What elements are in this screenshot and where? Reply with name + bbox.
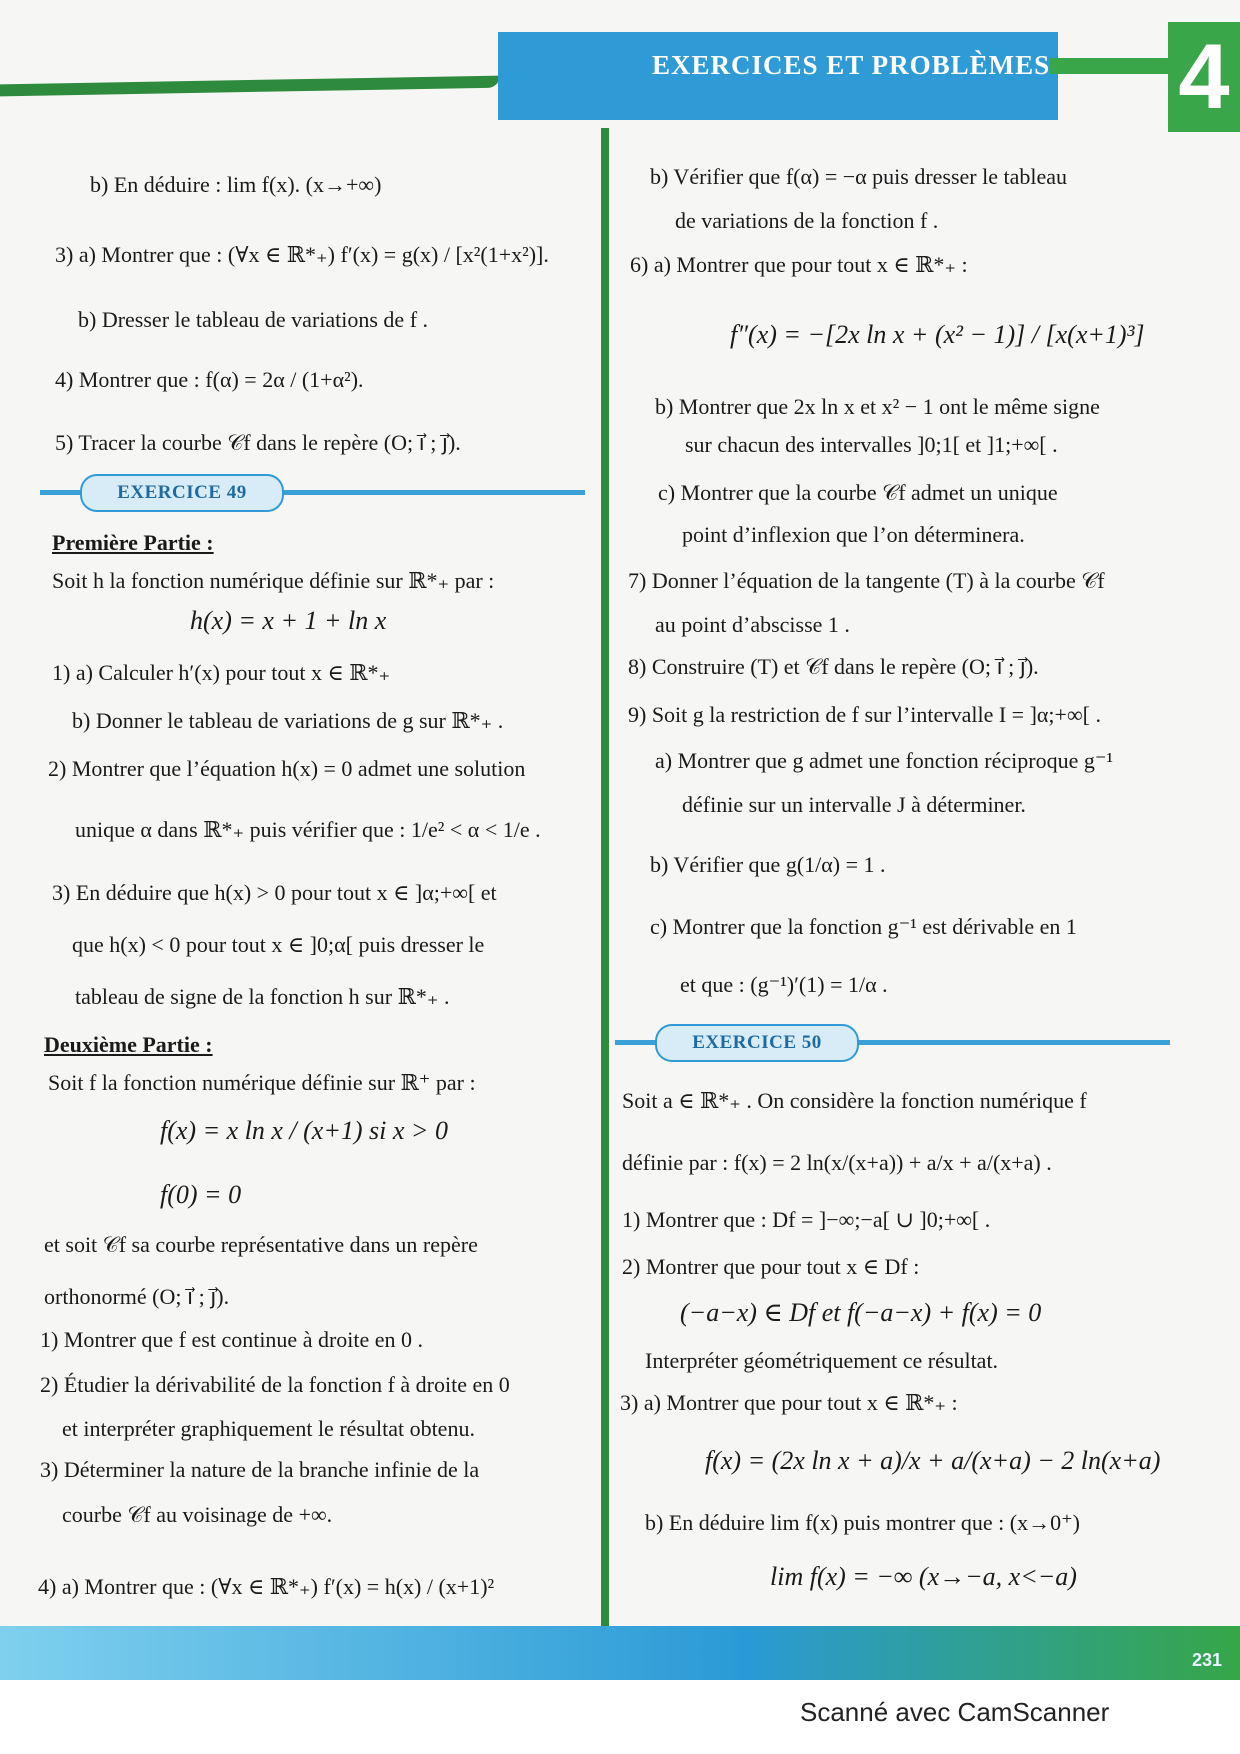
column-separator	[601, 128, 609, 1628]
right-line-16: et que : (g⁻¹)′(1) = 1/α .	[680, 972, 888, 997]
left-line-19: et soit 𝒞f sa courbe représentative dans un repère	[44, 1232, 478, 1257]
right-line-6: c) Montrer que la courbe 𝒞f admet un unique	[658, 480, 1058, 505]
right-line-15: c) Montrer que la fonction g⁻¹ est dérivable en 1	[650, 914, 1077, 939]
left-line-1: 3) a) Montrer que : (∀x ∈ ℝ*₊) f′(x) = g(x) / [x²(1+x²)].	[55, 242, 549, 267]
left-line-13: que h(x) < 0 pour tout x ∈ ]0;α[ puis dresser le	[72, 932, 485, 957]
left-line-26: 4) a) Montrer que : (∀x ∈ ℝ*₊) f′(x) = h(x) / (x+1)²	[38, 1574, 495, 1599]
right-line-2: 6) a) Montrer que pour tout x ∈ ℝ*₊ :	[630, 252, 968, 277]
exercise50-badge: EXERCICE 50	[655, 1024, 859, 1062]
right-line-7: point d’inflexion que l’on déterminera.	[682, 522, 1025, 547]
left-line-22: 2) Étudier la dérivabilité de la fonction f à droite en 0	[40, 1372, 510, 1397]
scanner-watermark: Scanné avec CamScanner	[800, 1697, 1110, 1727]
left-line-18: f(0) = 0	[160, 1180, 242, 1209]
exercise49-badge: EXERCICE 49	[80, 474, 284, 512]
left-line-24: 3) Déterminer la nature de la branche infinie de la	[40, 1457, 480, 1482]
left-line-16: Soit f la fonction numérique définie sur ℝ⁺ par :	[48, 1070, 476, 1095]
left-line-7: h(x) = x + 1 + ln x	[190, 606, 387, 635]
right-line-8: 7) Donner l’équation de la tangente (T) à la courbe 𝒞f	[628, 568, 1105, 593]
left-line-21: 1) Montrer que f est continue à droite en 0 .	[40, 1327, 424, 1352]
left-line-6: Soit h la fonction numérique définie sur ℝ*₊ par :	[52, 568, 495, 593]
right-line-20: 2) Montrer que pour tout x ∈ Df :	[622, 1254, 920, 1279]
left-line-3: 4) Montrer que : f(α) = 2α / (1+α²).	[55, 367, 364, 392]
left-line-25: courbe 𝒞f au voisinage de +∞.	[62, 1502, 333, 1527]
chapter-number: 4	[1168, 22, 1240, 132]
left-line-20: orthonormé (O; i⃗ ; j⃗).	[44, 1284, 230, 1309]
left-line-15: Deuxième Partie :	[44, 1032, 213, 1057]
page-number: 231	[1191, 1650, 1222, 1670]
right-line-0: b) Vérifier que f(α) = −α puis dresser le tableau	[650, 164, 1068, 189]
left-line-9: b) Donner le tableau de variations de g sur ℝ*₊ .	[72, 708, 504, 733]
left-line-8: 1) a) Calculer h′(x) pour tout x ∈ ℝ*₊	[52, 660, 391, 685]
left-line-11: unique α dans ℝ*₊ puis vérifier que : 1/e² < α < 1/e .	[75, 817, 541, 842]
right-line-5: sur chacun des intervalles ]0;1[ et ]1;+∞[ .	[685, 432, 1058, 457]
right-line-22: Interpréter géométriquement ce résultat.	[645, 1348, 999, 1373]
left-line-2: b) Dresser le tableau de variations de f .	[78, 307, 429, 332]
left-line-4: 5) Tracer la courbe 𝒞f dans le repère (O; i⃗ ; j⃗).	[55, 430, 461, 455]
right-line-13: définie sur un intervalle J à déterminer.	[682, 792, 1026, 817]
header-title: EXERCICES ET PROBLÈMES	[652, 50, 1051, 80]
right-line-25: b) En déduire lim f(x) puis montrer que : (x→0⁺)	[645, 1510, 1081, 1535]
right-line-9: au point d’abscisse 1 .	[655, 612, 850, 637]
right-line-19: 1) Montrer que : Df = ]−∞;−a[ ∪ ]0;+∞[ .	[622, 1207, 991, 1232]
footer-band	[0, 1626, 1240, 1680]
left-line-14: tableau de signe de la fonction h sur ℝ*₊ .	[75, 984, 450, 1009]
right-line-17: Soit a ∈ ℝ*₊ . On considère la fonction numérique f	[622, 1088, 1087, 1113]
right-line-1: de variations de la fonction f .	[675, 208, 939, 233]
left-line-23: et interpréter graphiquement le résultat obtenu.	[62, 1416, 475, 1441]
right-line-21: (−a−x) ∈ Df et f(−a−x) + f(x) = 0	[680, 1298, 1042, 1327]
right-line-4: b) Montrer que 2x ln x et x² − 1 ont le même signe	[655, 394, 1100, 419]
right-line-24: f(x) = (2x ln x + a)/x + a/(x+a) − 2 ln(x+a)	[705, 1446, 1161, 1475]
right-line-10: 8) Construire (T) et 𝒞f dans le repère (O; i⃗ ; j⃗).	[628, 654, 1039, 679]
left-line-5: Première Partie :	[52, 530, 214, 555]
right-line-3: f″(x) = −[2x ln x + (x² − 1)] / [x(x+1)³]	[730, 320, 1145, 349]
right-line-23: 3) a) Montrer que pour tout x ∈ ℝ*₊ :	[620, 1390, 958, 1415]
left-line-0: b) En déduire : lim f(x). (x→+∞)	[90, 172, 382, 197]
left-line-17: f(x) = x ln x / (x+1) si x > 0	[160, 1116, 448, 1145]
right-line-26: lim f(x) = −∞ (x→−a, x<−a)	[770, 1562, 1077, 1591]
right-line-12: a) Montrer que g admet une fonction réciproque g⁻¹	[655, 748, 1114, 773]
right-line-11: 9) Soit g la restriction de f sur l’intervalle I = ]α;+∞[ .	[628, 702, 1101, 727]
right-line-14: b) Vérifier que g(1/α) = 1 .	[650, 852, 886, 877]
left-line-10: 2) Montrer que l’équation h(x) = 0 admet une solution	[48, 756, 526, 781]
left-line-12: 3) En déduire que h(x) > 0 pour tout x ∈ ]α;+∞[ et	[52, 880, 497, 905]
right-line-18: définie par : f(x) = 2 ln(x/(x+a)) + a/x + a/(x+a) .	[622, 1150, 1052, 1175]
header-green-bar	[1050, 58, 1170, 74]
